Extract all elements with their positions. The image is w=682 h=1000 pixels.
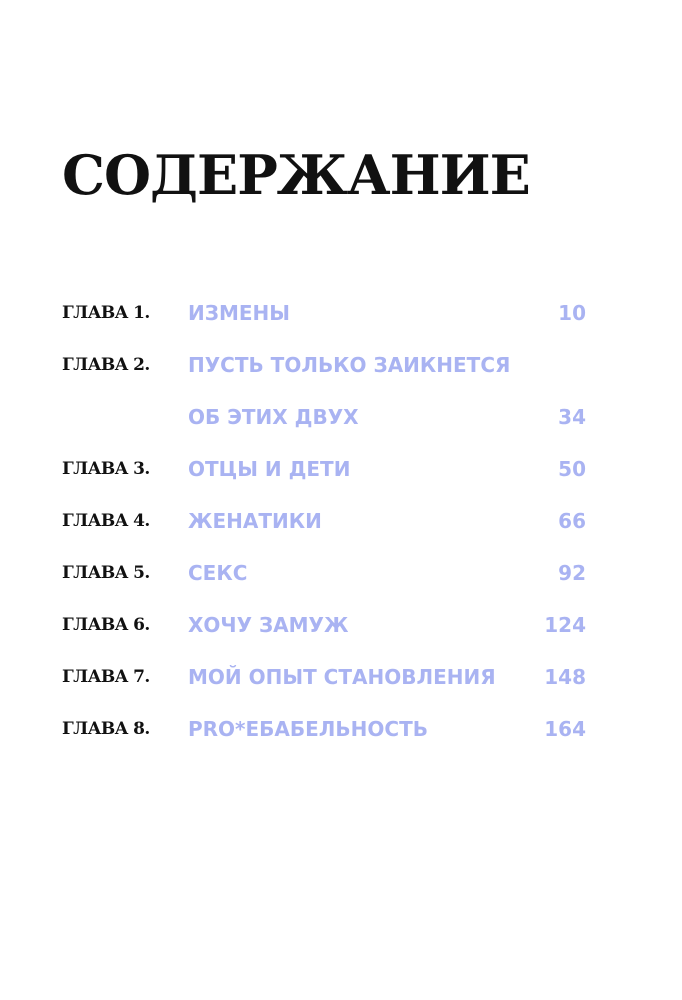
- toc-entry-chapter-3[interactable]: [62, 452, 586, 504]
- chapter-title: ОТЦЫ И ДЕТИ: [188, 457, 351, 481]
- chapter-label: ГЛАВА 5.: [62, 563, 150, 583]
- chapter-title: ОБ ЭТИХ ДВУХ: [188, 405, 359, 429]
- page-title: СОДЕРЖАНИЕ: [62, 143, 530, 207]
- chapter-title: PRO*ЕБАБЕЛЬНОСТЬ: [188, 717, 428, 741]
- chapter-title: ЖЕНАТИКИ: [188, 509, 322, 533]
- chapter-title: ПУСТЬ ТОЛЬКО ЗАИКНЕТСЯ: [188, 353, 511, 377]
- page-number: 34: [558, 405, 586, 429]
- chapter-label: ГЛАВА 2.: [62, 355, 150, 375]
- chapter-title: СЕКС: [188, 561, 248, 585]
- table-of-contents: [62, 296, 586, 764]
- chapter-title: ИЗМЕНЫ: [188, 301, 290, 325]
- toc-entry-chapter-7[interactable]: [62, 660, 586, 712]
- chapter-title: ХОЧУ ЗАМУЖ: [188, 613, 349, 637]
- chapter-label: ГЛАВА 4.: [62, 511, 150, 531]
- toc-entry-chapter-6[interactable]: [62, 608, 586, 660]
- toc-entry-chapter-5[interactable]: [62, 556, 586, 608]
- chapter-label: ГЛАВА 7.: [62, 667, 150, 687]
- page-number: 148: [544, 665, 586, 689]
- chapter-label: ГЛАВА 1.: [62, 303, 150, 323]
- toc-entry-chapter-4[interactable]: [62, 504, 586, 556]
- page-number: 66: [558, 509, 586, 533]
- chapter-label: ГЛАВА 8.: [62, 719, 150, 739]
- chapter-label: ГЛАВА 6.: [62, 615, 150, 635]
- toc-entry-chapter-2[interactable]: [62, 348, 586, 400]
- page-number: 124: [544, 613, 586, 637]
- toc-entry-chapter-8[interactable]: [62, 712, 586, 764]
- page-number: 164: [544, 717, 586, 741]
- toc-entry-chapter-2-continued[interactable]: [62, 400, 586, 452]
- page-number: 10: [558, 301, 586, 325]
- toc-entry-chapter-1[interactable]: [62, 296, 586, 348]
- chapter-label: ГЛАВА 3.: [62, 459, 150, 479]
- page-number: 92: [558, 561, 586, 585]
- chapter-title: МОЙ ОПЫТ СТАНОВЛЕНИЯ: [188, 665, 496, 689]
- page-number: 50: [558, 457, 586, 481]
